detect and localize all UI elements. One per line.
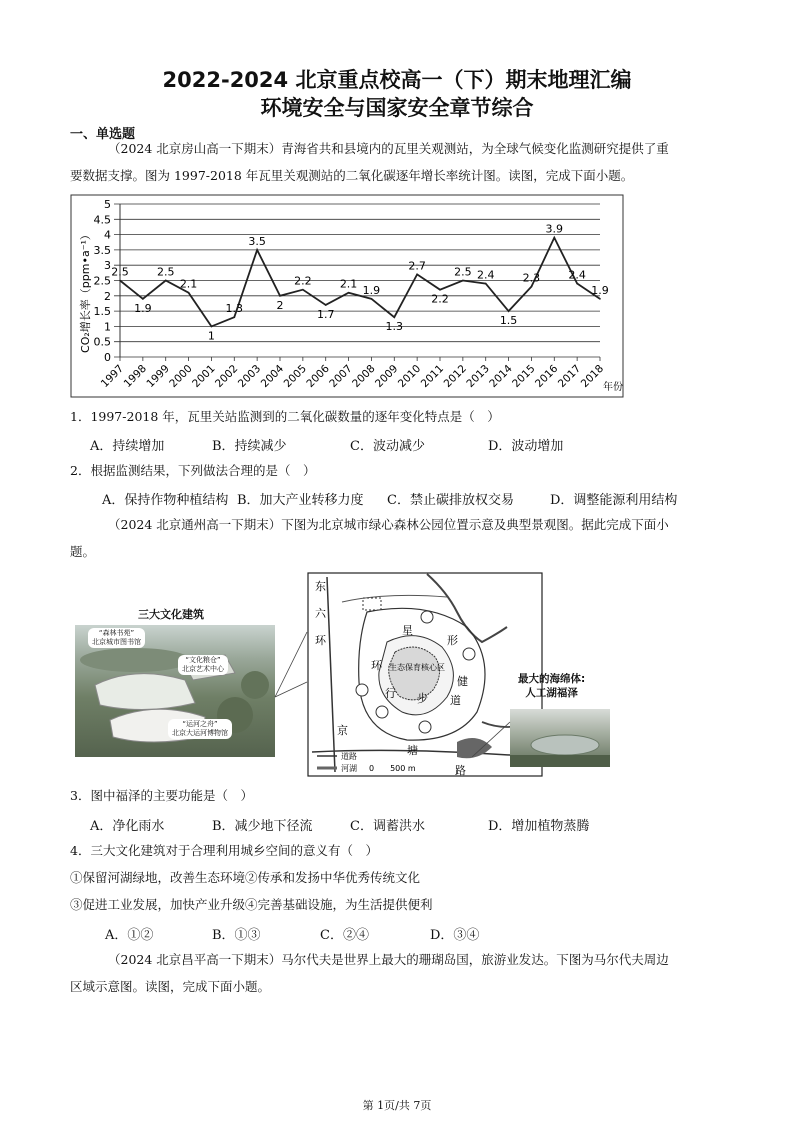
page-footer: 第 1页/共 7页: [362, 1099, 432, 1112]
x-tick-label: 2004: [258, 362, 287, 391]
connector-lines: [72, 572, 722, 777]
q1-option-a[interactable]: A．持续增加: [90, 439, 165, 454]
figure-park: [72, 572, 722, 777]
y-tick-label: 4: [104, 228, 111, 242]
x-tick-label: 2003: [235, 362, 264, 391]
label-canal-ark: “运河之舟” 北京大运河博物馆: [168, 719, 232, 739]
x-tick-label: 2008: [350, 362, 378, 391]
data-point: [416, 274, 418, 276]
data-point: [233, 316, 235, 318]
x-tick-label: 2015: [510, 362, 538, 391]
x-tick-label: 1998: [121, 362, 149, 391]
data-label: 1.7: [316, 307, 335, 321]
intro1-line1: （2024 北京房山高一下期末）青海省共和县境内的瓦里关观测站，为全球气候变化监测研究提供了重: [108, 141, 669, 156]
map-char-jing: 京: [337, 724, 348, 737]
map-scale: 0 500 m: [369, 764, 416, 773]
map-char-liu: 六: [315, 607, 326, 620]
page-title: 2022-2024 北京重点校高一（下）期末地理汇编: [162, 68, 632, 92]
map-char-xing3: 行: [385, 687, 396, 700]
map-char-xing: 星: [402, 624, 413, 637]
data-label: 3.5: [248, 234, 266, 248]
data-point: [599, 298, 601, 300]
q1-stem: 1．1997-2018 年，瓦里关站监测到的二氧化碳数量的逐年变化特点是（ ）: [70, 409, 500, 424]
label-forest-book-garden: “森林书苑” 北京城市图书馆: [88, 628, 145, 648]
q3-option-c[interactable]: C．调蓄洪水: [350, 819, 425, 834]
data-point: [188, 292, 190, 294]
data-label: 2: [276, 298, 284, 312]
x-tick-label: 2016: [533, 362, 561, 391]
x-tick-label: 2011: [418, 362, 447, 391]
right-photo-title: 最大的海绵体: 人工湖福泽: [518, 673, 586, 699]
legend-river: 河湖: [341, 764, 357, 773]
x-tick-label: 1999: [144, 362, 172, 391]
y-tick-label: 5: [104, 198, 111, 211]
data-label: 2.5: [454, 265, 472, 279]
x-tick-label: 2018: [578, 362, 607, 391]
x-tick-label: 2002: [213, 362, 241, 391]
data-label: 2.4: [568, 268, 586, 282]
y-tick-label: 2.5: [93, 274, 111, 288]
map-char-huan2: 环: [371, 659, 382, 672]
q3-option-d[interactable]: D．增加植物蒸腾: [488, 819, 590, 834]
y-tick-label: 4.5: [93, 213, 111, 227]
q4-option-d[interactable]: D．③④: [430, 928, 480, 943]
y-tick-label: 3: [104, 259, 111, 273]
data-point: [439, 289, 441, 291]
intro3-line1: （2024 北京昌平高一下期末）马尔代夫是世界上最大的珊瑚岛国，旅游业发达。下图为马尔代夫周边: [108, 952, 669, 967]
q2-option-b[interactable]: B．加大产业转移力度: [237, 493, 364, 508]
x-tick-label: 1997: [98, 362, 127, 391]
intro2-line2: 题。: [70, 544, 96, 559]
x-tick-label: 2005: [281, 362, 309, 391]
y-tick-label: 2: [104, 289, 111, 303]
data-label: 1.5: [499, 314, 518, 328]
data-point: [211, 326, 213, 328]
data-label: 2.5: [111, 265, 129, 279]
q4-statements-2: ③促进工业发展，加快产业升级④完善基础设施，为生活提供便利: [70, 897, 433, 912]
y-tick-label: 3.5: [93, 243, 111, 257]
data-point: [553, 237, 555, 239]
data-point: [462, 280, 464, 282]
y-tick-label: 1: [104, 320, 111, 334]
x-axis-label: 年份: [603, 382, 623, 393]
data-label: 2.4: [476, 268, 495, 282]
q1-option-b[interactable]: B．持续减少: [212, 439, 287, 454]
data-point: [576, 283, 578, 285]
co2-growth-chart: [70, 194, 632, 400]
x-tick-label: 2014: [487, 362, 515, 391]
label-culture-granary: “文化粮仓” 北京艺术中心: [178, 655, 228, 675]
q2-option-d[interactable]: D．调整能源利用结构: [550, 493, 678, 508]
legend-road: 道路: [341, 752, 357, 761]
intro2-line1: （2024 北京通州高一下期末）下图为北京城市绿心森林公园位置示意及典型景观图。据此完成下面小: [108, 517, 669, 532]
q2-stem: 2．根据监测结果，下列做法合理的是（ ）: [70, 463, 316, 478]
y-axis-label: CO₂增长率（ppm•a⁻¹）: [79, 229, 92, 353]
data-label: 2.3: [522, 271, 541, 285]
intro3-line2: 区域示意图。读图，完成下面小题。: [70, 979, 271, 994]
x-tick-label: 2000: [167, 362, 195, 391]
data-label: 1: [207, 329, 215, 343]
q2-option-c[interactable]: C．禁止碳排放权交易: [387, 493, 514, 508]
q4-option-b[interactable]: B．①③: [212, 928, 261, 943]
data-label: 1.9: [134, 301, 152, 315]
data-label: 2.1: [179, 277, 198, 291]
x-tick-label: 2010: [395, 362, 424, 391]
map-char-dao: 道: [450, 694, 461, 707]
y-tick-label: 1.5: [93, 305, 111, 319]
data-label: 1.9: [591, 283, 609, 297]
data-label: 3.9: [545, 222, 564, 236]
map-char-xing2: 形: [447, 634, 458, 647]
data-label: 2.2: [431, 292, 449, 306]
page-subtitle: 环境安全与国家安全章节综合: [260, 96, 534, 120]
data-point: [393, 316, 395, 318]
q4-option-a[interactable]: A．①②: [105, 928, 154, 943]
data-label: 1.3: [385, 320, 404, 334]
x-tick-label: 2006: [304, 362, 332, 391]
map-char-bu: 步: [417, 692, 428, 705]
q2-option-a[interactable]: A．保持作物种植结构: [102, 493, 229, 508]
map-core-zone-label: 生态保育核心区: [389, 663, 445, 672]
data-label: 2.1: [339, 277, 358, 291]
data-point: [279, 295, 281, 297]
x-tick-label: 2012: [441, 362, 469, 391]
data-point: [119, 280, 121, 282]
left-photo-title: 三大文化建筑: [138, 608, 204, 621]
data-label: 2.2: [294, 274, 312, 288]
q4-statements-1: ①保留河湖绿地，改善生态环境②传承和发扬中华优秀传统文化: [70, 870, 421, 885]
q4-option-c[interactable]: C．②④: [320, 928, 369, 943]
data-point: [371, 298, 373, 300]
data-point: [485, 283, 487, 285]
x-tick-label: 2001: [190, 362, 218, 391]
q1-option-d[interactable]: D．波动增加: [488, 439, 564, 454]
map-char-huan: 环: [315, 634, 326, 647]
section-heading: 一、单选题: [70, 127, 136, 142]
x-tick-label: 2007: [327, 362, 355, 391]
map-char-tang: 塘: [407, 744, 418, 757]
q3-stem: 3．图中福泽的主要功能是（ ）: [70, 788, 253, 803]
x-tick-label: 2013: [464, 362, 492, 391]
q1-option-c[interactable]: C．波动减少: [350, 439, 425, 454]
data-point: [142, 298, 144, 300]
data-label: 2.5: [156, 265, 175, 279]
y-tick-label: 0.5: [93, 335, 111, 349]
data-label: 1.9: [362, 283, 381, 297]
data-point: [508, 310, 510, 312]
data-point: [531, 286, 533, 288]
q3-option-a[interactable]: A．净化雨水: [90, 819, 165, 834]
data-label: 2.7: [408, 259, 426, 273]
map-char-dong: 东: [315, 580, 326, 593]
data-point: [165, 280, 167, 282]
data-point: [302, 289, 304, 291]
map-char-jian: 健: [457, 675, 468, 688]
q3-option-b[interactable]: B．减少地下径流: [212, 819, 313, 834]
data-point: [348, 292, 350, 294]
data-label: 1.3: [225, 302, 244, 316]
data-point: [256, 249, 258, 251]
x-tick-label: 2017: [555, 362, 584, 391]
intro1-line2: 要数据支撑。图为 1997-2018 年瓦里关观测站的二氧化碳逐年增长率统计图。读图，完成下面小题。: [70, 168, 634, 183]
x-tick-label: 2009: [373, 362, 401, 391]
y-tick-label: 0: [104, 351, 111, 364]
q4-stem: 4．三大文化建筑对于合理利用城乡空间的意义有（ ）: [70, 843, 378, 858]
map-char-lu: 路: [455, 764, 466, 777]
data-point: [325, 304, 327, 306]
